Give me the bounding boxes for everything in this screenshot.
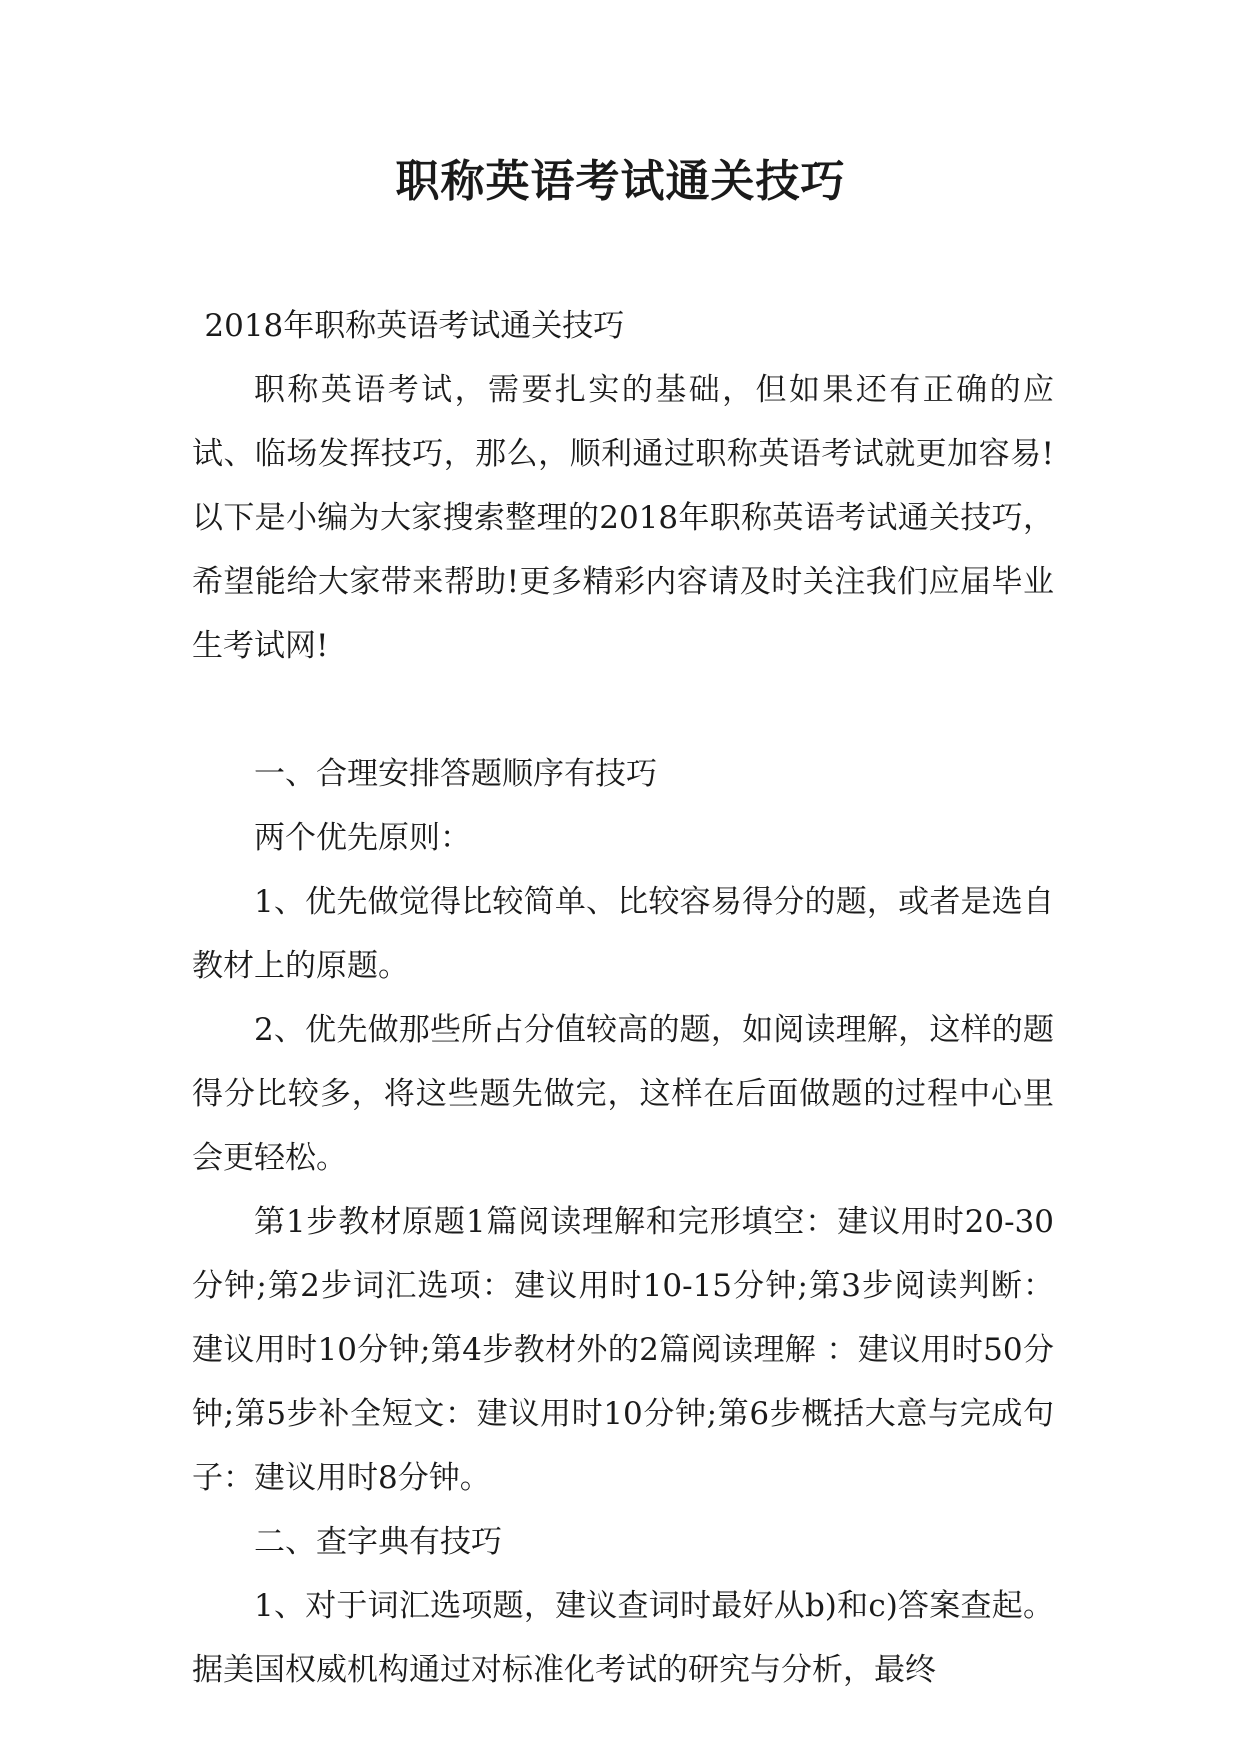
- principle-1-paragraph: 1、优先做觉得比较简单、比较容易得分的题，或者是选自教材上的原题。: [192, 884, 1054, 984]
- paragraph-gap: [192, 678, 1054, 742]
- subtitle-paragraph: 2018年职称英语考试通关技巧: [204, 308, 625, 344]
- dictionary-tip-paragraph: 1、对于词汇选项题，建议查词时最好从b)和c)答案查起。据美国权威机构通过对标准化考试的研究与分析，最终: [192, 1588, 1054, 1688]
- principles-heading: 两个优先原则：: [254, 820, 471, 856]
- intro-paragraph: 职称英语考试，需要扎实的基础，但如果还有正确的应试、临场发挥技巧，那么，顺利通过职称英语考试就更加容易!以下是小编为大家搜索整理的2018年职称英语考试通关技巧，希望能给大家带来帮助!更多精彩内容请及时关注我们应届毕业生考试网!: [192, 372, 1054, 664]
- steps-paragraph: 第1步教材原题1篇阅读理解和完形填空：建议用时20-30分钟;第2步词汇选项：建议用时10-15分钟;第3步阅读判断：建议用时10分钟;第4步教材外的2篇阅读理解 ：建议用时50分钟;第5步补全短文：建议用时10分钟;第6步概括大意与完成句子：建议用时8分钟。: [192, 1204, 1054, 1496]
- section-heading-2: 二、查字典有技巧: [254, 1524, 502, 1560]
- principle-2-paragraph: 2、优先做那些所占分值较高的题，如阅读理解，这样的题得分比较多，将这些题先做完，这样在后面做题的过程中心里会更轻松。: [192, 1012, 1054, 1176]
- section-heading-1: 一、合理安排答题顺序有技巧: [254, 756, 657, 792]
- document-title: 职称英语考试通关技巧: [395, 156, 846, 207]
- document-body: [192, 294, 1054, 1702]
